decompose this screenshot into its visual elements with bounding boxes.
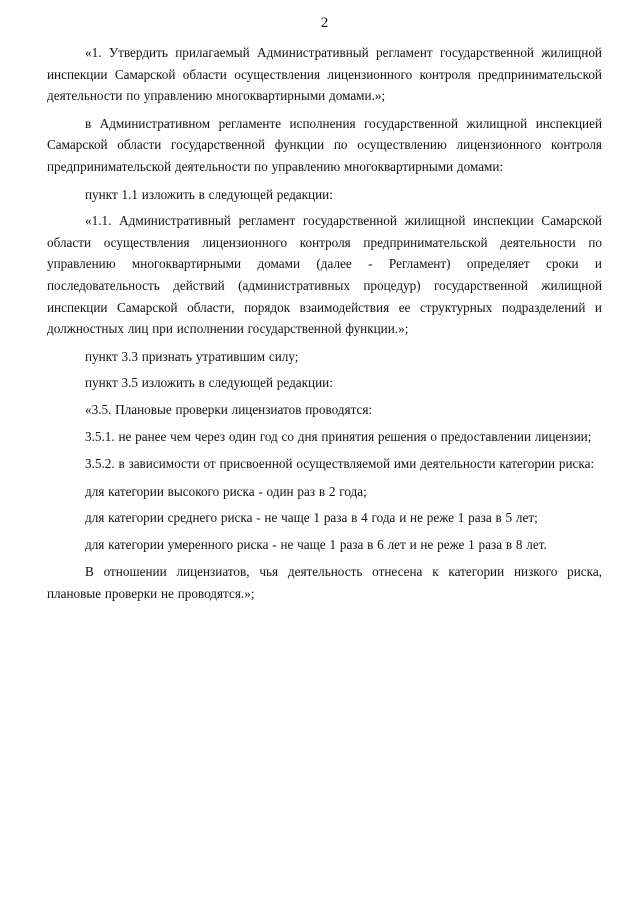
paragraph-clause-1-1-text: «1.1. Административный регламент государственной жилищной инспекции Самарской области осуществления лицензионного контроля предпринимательской деятельности по управлению многоквартирными домами (далее - Регламент) определяет сроки и последовательность действий (административных процедур) государственной жилищной инспекции Самарской области, порядок взаимодействия ее структурных подразделений и должностных лиц при исполнении государственной функции.»; [47,213,602,337]
paragraph-clause-3-3: пункт 3.3 признать утратившим силу; [85,348,299,364]
page-number: 2 [320,15,329,31]
paragraph-clause-3-5-text: «3.5. Плановые проверки лицензиатов проводятся: [85,401,373,417]
paragraph-clause-3-5-2: 3.5.2. в зависимости от присвоенной осуществляемой ими деятельности категории риска: [85,456,595,472]
paragraph-risk-moderate: для категории умеренного риска - не чаще 1 раза в 6 лет и не реже 1 раза в 8 лет. [85,536,547,552]
paragraph-risk-low: В отношении лицензиатов, чья деятельность отнесена к категории низкого риска, плановые проверки не проводятся.»; [47,564,602,602]
paragraph-risk-high: для категории высокого риска - один раз в 2 года; [85,483,367,499]
paragraph-clause-3-5-1: 3.5.1. не ранее чем через один год со дня принятия решения о предоставлении лицензии; [85,428,592,444]
paragraph-clause-1-1-intro: пункт 1.1 изложить в следующей редакции: [85,186,333,202]
paragraph-clause-3-5-intro: пункт 3.5 изложить в следующей редакции: [85,375,333,391]
paragraph-regulation-amendments: в Административном регламенте исполнения государственной жилищной инспекцией Самарской области государственной функции по осуществлению лицензионного контроля предпринимательской деятельности по управлению многоквартирными домами: [47,115,602,174]
paragraph-approve-regulation: «1. Утвердить прилагаемый Административный регламент государственной жилищной инспекции Самарской области осуществления лицензионного контроля предпринимательской деятельности по управлению многоквартирными домами.»; [47,45,602,104]
paragraph-risk-medium: для категории среднего риска - не чаще 1 раза в 4 года и не реже 1 раза в 5 лет; [85,510,538,526]
